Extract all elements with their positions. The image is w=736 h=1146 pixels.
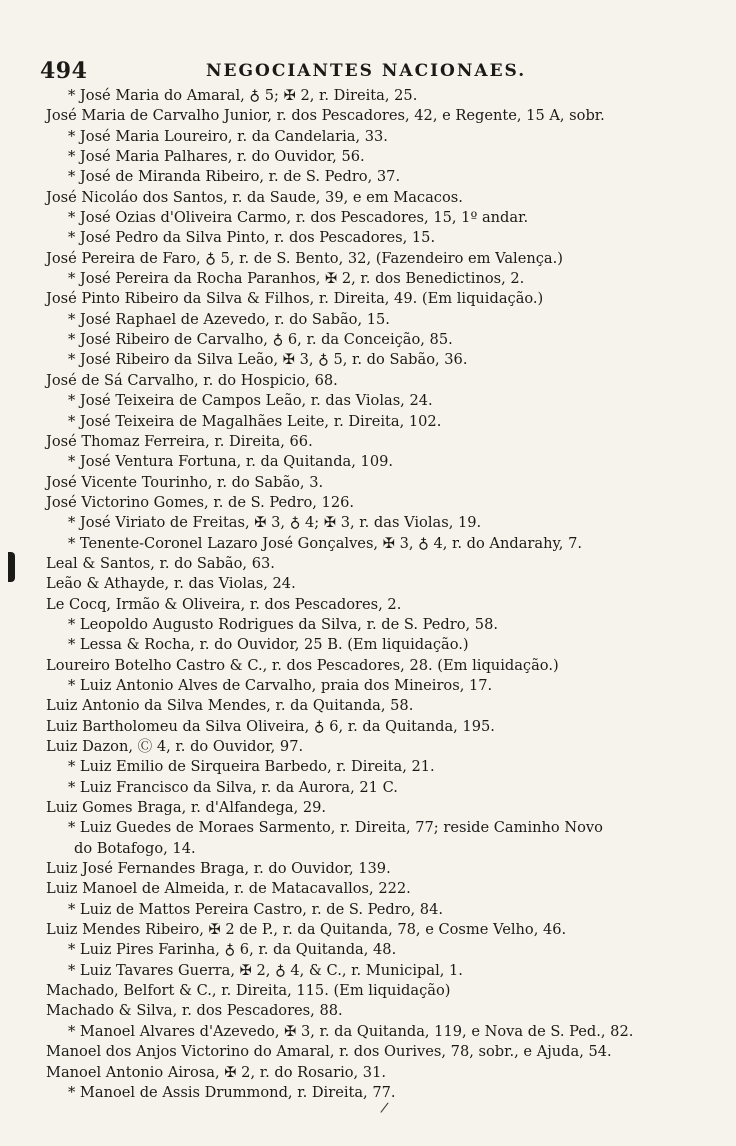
directory-entry: * José Ozias d'Oliveira Carmo, r. dos Pescadores, 15, 1º andar. bbox=[68, 209, 529, 227]
directory-entry: do Botafogo, 14. bbox=[74, 839, 196, 857]
directory-entry: Luiz Gomes Braga, r. d'Alfandega, 29. bbox=[46, 799, 327, 817]
directory-entry: José Nicoláo dos Santos, r. da Saude, 39, e em Macacos. bbox=[46, 188, 463, 206]
merchant-list bbox=[46, 86, 696, 1103]
directory-entry: * José Maria Loureiro, r. da Candelaria, 33. bbox=[68, 127, 388, 145]
running-title: NEGOCIANTES NACIONAES. bbox=[206, 61, 527, 81]
directory-entry: * Manoel Alvares d'Azevedo, ✠ 3, r. da Quitanda, 119, e Nova de S. Ped., 82. bbox=[68, 1022, 634, 1040]
margin-ink-mark bbox=[8, 552, 15, 582]
directory-entry: * José Ribeiro da Silva Leão, ✠ 3, ♁ 5, r. do Sabão, 36. bbox=[68, 351, 468, 369]
directory-entry: * José de Miranda Ribeiro, r. de S. Pedro, 37. bbox=[68, 168, 401, 186]
directory-entry: Luiz José Fernandes Braga, r. do Ouvidor, 139. bbox=[46, 860, 391, 878]
directory-entry: * Tenente-Coronel Lazaro José Gonçalves, ✠ 3, ♁ 4, r. do Andarahy, 7. bbox=[68, 534, 582, 552]
directory-entry: Luiz Antonio da Silva Mendes, r. da Quitanda, 58. bbox=[46, 697, 414, 715]
directory-entry: Leão & Athayde, r. das Violas, 24. bbox=[46, 575, 296, 593]
directory-entry: Le Cocq, Irmão & Oliveira, r. dos Pescadores, 2. bbox=[46, 595, 402, 613]
directory-entry: Luiz Bartholomeu da Silva Oliveira, ♁ 6, r. da Quitanda, 195. bbox=[46, 717, 495, 735]
directory-entry: José Pereira de Faro, ♁ 5, r. de S. Bento, 32, (Fazendeiro em Valença.) bbox=[46, 249, 563, 267]
directory-entry: José Thomaz Ferreira, r. Direita, 66. bbox=[46, 432, 313, 450]
directory-entry: Leal & Santos, r. do Sabão, 63. bbox=[46, 554, 275, 572]
page-header bbox=[40, 58, 680, 84]
directory-entry: * José Pedro da Silva Pinto, r. dos Pescadores, 15. bbox=[68, 229, 436, 247]
directory-entry: Manoel Antonio Airosa, ✠ 2, r. do Rosario, 31. bbox=[46, 1063, 387, 1081]
directory-entry: José Victorino Gomes, r. de S. Pedro, 126. bbox=[46, 493, 355, 511]
directory-entry: * José Raphael de Azevedo, r. do Sabão, 15. bbox=[68, 310, 390, 328]
directory-entry: * Luiz Antonio Alves de Carvalho, praia dos Mineiros, 17. bbox=[68, 676, 493, 694]
directory-entry: José Vicente Tourinho, r. do Sabão, 3. bbox=[46, 473, 324, 491]
directory-entry: * José Ventura Fortuna, r. da Quitanda, 109. bbox=[68, 453, 394, 471]
directory-entry: * Luiz Pires Farinha, ♁ 6, r. da Quitanda, 48. bbox=[68, 941, 397, 959]
directory-entry: Loureiro Botelho Castro & C., r. dos Pescadores, 28. (Em liquidação.) bbox=[46, 656, 559, 674]
directory-entry: * Luiz Tavares Guerra, ✠ 2, ♁ 4, & C., r. Municipal, 1. bbox=[68, 961, 463, 979]
page-number: 494 bbox=[40, 58, 88, 84]
directory-entry: * José Teixeira de Magalhães Leite, r. Direita, 102. bbox=[68, 412, 442, 430]
directory-entry: * José Maria do Amaral, ♁ 5; ✠ 2, r. Direita, 25. bbox=[68, 87, 418, 104]
directory-entry: * José Pereira da Rocha Paranhos, ✠ 2, r. dos Benedictinos, 2. bbox=[68, 270, 525, 288]
directory-entry: * Luiz Guedes de Moraes Sarmento, r. Direita, 77; reside Caminho Novo bbox=[68, 819, 603, 837]
directory-entry: * Leopoldo Augusto Rodrigues da Silva, r. de S. Pedro, 58. bbox=[68, 615, 498, 633]
directory-entry: * José Viriato de Freitas, ✠ 3, ♁ 4; ✠ 3, r. das Violas, 19. bbox=[68, 514, 482, 532]
directory-entry: * Luiz Francisco da Silva, r. da Aurora, 21 C. bbox=[68, 778, 398, 796]
directory-entry: Luiz Dazon, Ⓒ 4, r. do Ouvidor, 97. bbox=[46, 738, 304, 755]
directory-entry: Machado, Belfort & C., r. Direita, 115. (Em liquidação) bbox=[46, 982, 451, 1000]
directory-entry: Machado & Silva, r. dos Pescadores, 88. bbox=[46, 1002, 343, 1020]
directory-entry: * Luiz de Mattos Pereira Castro, r. de S. Pedro, 84. bbox=[68, 900, 443, 918]
directory-entry: Luiz Manoel de Almeida, r. de Matacavallos, 222. bbox=[46, 880, 411, 898]
directory-entry: Luiz Mendes Ribeiro, ✠ 2 de P., r. da Quitanda, 78, e Cosme Velho, 46. bbox=[46, 921, 567, 939]
stray-pen-mark: / bbox=[379, 1099, 390, 1117]
directory-entry: Manoel dos Anjos Victorino do Amaral, r. dos Ourives, 78, sobr., e Ajuda, 54. bbox=[46, 1043, 612, 1061]
directory-entry: José de Sá Carvalho, r. do Hospicio, 68. bbox=[46, 371, 338, 389]
directory-entry: José Maria de Carvalho Junior, r. dos Pescadores, 42, e Regente, 15 A, sobr. bbox=[46, 107, 605, 125]
directory-entry: * José Teixeira de Campos Leão, r. das Violas, 24. bbox=[68, 392, 433, 410]
directory-entry: * José Maria Palhares, r. do Ouvidor, 56. bbox=[68, 148, 365, 166]
directory-entry: * José Ribeiro de Carvalho, ♁ 6, r. da Conceição, 85. bbox=[68, 331, 453, 349]
directory-entry: * Manoel de Assis Drummond, r. Direita, 77. bbox=[68, 1083, 396, 1101]
directory-entry: * Luiz Emilio de Sirqueira Barbedo, r. Direita, 21. bbox=[68, 758, 435, 776]
directory-entry: * Lessa & Rocha, r. do Ouvidor, 25 B. (Em liquidação.) bbox=[68, 636, 469, 654]
directory-entry: José Pinto Ribeiro da Silva & Filhos, r. Direita, 49. (Em liquidação.) bbox=[46, 290, 544, 308]
